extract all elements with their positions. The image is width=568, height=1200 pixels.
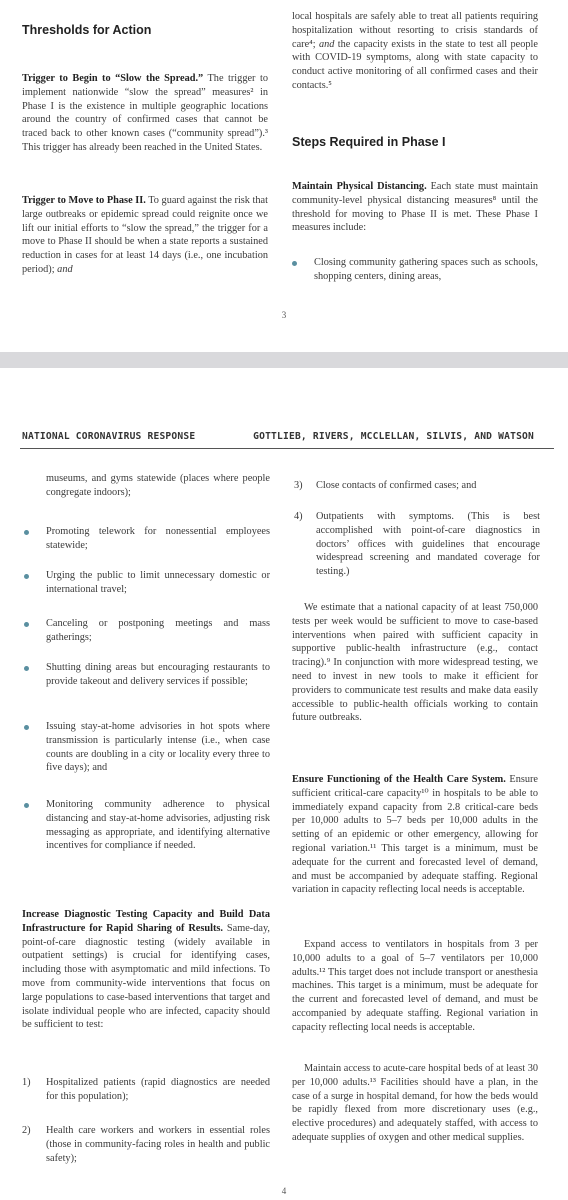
section-heading-phase-1: Steps Required in Phase I	[292, 135, 446, 149]
paragraph-health-care-system	[292, 773, 538, 897]
list-item: Promoting telework for nonessential employees statewide;	[46, 526, 270, 551]
document-page-3	[0, 0, 568, 352]
paragraph-text: local hospitals are safely able to treat all patients requiring hospitalization without resorting to crisis standards of care⁴;	[292, 11, 538, 50]
list-item: Monitoring community adherence to physical distancing and stay-at-home advisories, adjusting risk messaging as appropriate, and identifying alternative incentives for compliance if needed.	[46, 799, 270, 852]
run-in-heading: Ensure Functioning of the Health Care System.	[292, 774, 506, 785]
section-heading-thresholds: Thresholds for Action	[22, 23, 152, 37]
run-in-heading: Increase Diagnostic Testing Capacity and Build Data Infrastructure for Rapid Sharing of Results.	[22, 909, 270, 934]
list-number: 3)	[294, 480, 303, 491]
paragraph-slow-the-spread	[22, 72, 268, 155]
list-item: Canceling or postponing meetings and mass gatherings;	[46, 618, 270, 643]
paragraph-physical-distancing	[292, 180, 538, 235]
page-number: 4	[281, 1186, 287, 1196]
paragraph-text: Same-day, point-of-care diagnostic testing (widely available in outpatient settings) is crucial for identifying cases, including those with asymptomatic and mild infections. To move from community-wide interventions that focus on large populations to case-based interventions that target and isolate individual people who are infected, capacity should be sufficient to test:	[22, 922, 271, 1031]
bullet-marker	[24, 622, 29, 627]
emphasis-and: and	[57, 263, 73, 275]
bullet-marker	[292, 261, 297, 266]
paragraph-text: The trigger to implement nationwide “slow the spread” measures² in Phase I is the existence in multiple geographic locations around the country of confirmed cases that cannot be traced back to other known cases (“community spread”).³ This trigger has already been reached in the United States.	[22, 73, 268, 153]
run-in-heading: Maintain Physical Distancing.	[292, 181, 427, 192]
list-number: 4)	[294, 511, 303, 522]
list-item: Issuing stay-at-home advisories in hot spots where transmission is particularly intense (i.e., when case counts are doubling in a city or locality every three to five days); and	[46, 721, 270, 774]
list-item: Closing community gathering spaces such as schools, shopping centers, dining areas,	[314, 257, 538, 282]
paragraph-acute-care-beds: Maintain access to acute-care hospital beds of at least 30 per 10,000 adults.¹³ Facilities should have a plan, in the case of a surge in hospital demand, for how the beds would be rapidly flexed from more discretionary uses (e.g., elective procedures) and adequately staffed, with access to adequate supplies of oxygen and other medical supplies.	[292, 1063, 538, 1143]
running-head-authors: GOTTLIEB, RIVERS, MCCLELLAN, SILVIS, AND WATSON	[253, 431, 534, 442]
numbered-item: Health care workers and workers in essential roles (those in community-facing roles in health and public safety);	[46, 1125, 270, 1164]
run-in-heading: Trigger to Begin to “Slow the Spread.”	[22, 73, 204, 84]
paragraph-text: Each state must maintain community-level physical distancing measures⁸ until the threshold for moving to Phase II is met. These Phase I measures include:	[292, 181, 538, 234]
bullet-marker	[24, 725, 29, 730]
paragraph-diagnostic-testing	[22, 908, 270, 1032]
bullet-marker	[24, 803, 29, 808]
paragraph-ventilators: Expand access to ventilators in hospitals from 3 per 10,000 adults to a goal of 5–7 ventilators per 10,000 adults.¹² This target does not include transport or anesthesia machines. This target is a minimum, must be adequate for the current and forecasted level of demand, and must be accompanied by adequate staffing. Regional variation in capacity reflecting local needs is acceptable.	[292, 939, 538, 1033]
bullet-marker	[24, 666, 29, 671]
list-number: 2)	[22, 1125, 31, 1136]
bullet-marker	[24, 530, 29, 535]
numbered-item: Outpatients with symptoms. (This is best accomplished with point-of-care diagnostics in doctors’ offices with guidelines that encourage widespread screening and mandated coverage for testing.)	[316, 511, 540, 578]
paragraph-move-to-phase-2	[22, 194, 268, 277]
header-rule	[20, 448, 554, 449]
numbered-item: Close contacts of confirmed cases; and	[316, 480, 477, 491]
paragraph-continued	[292, 10, 538, 93]
bullet-marker	[24, 574, 29, 579]
paragraph-text: the capacity exists in the state to test all people with COVID-19 symptoms, along with state capacity to conduct active monitoring of all confirmed cases and their contacts.⁵	[292, 38, 538, 91]
emphasis-and: and	[318, 38, 335, 50]
list-item: Shutting dining areas but encouraging restaurants to provide takeout and delivery services if possible;	[46, 662, 270, 687]
paragraph-text: To guard against the risk that large outbreaks or epidemic spread could reignite once we lift our initial efforts to “slow the spread,” the trigger for a move to Phase II should be when a state reports a sustained reduction in cases for at least 14 days (i.e., one incubation period);	[22, 195, 268, 275]
paragraph-text: Ensure sufficient critical-care capacity¹⁰ in hospitals to be able to immediately expand capacity from 2.8 critical-care beds per 10,000 adults to 5–7 beds per 10,000 adults in the setting of an epidemic or other emergency, allowing for regional variation.¹¹ This target is a minimum, must be adequate for the current and forecasted level of demand, and must be accompanied by adequate staffing. Regional variation in capacity reflecting local needs is acceptable.	[292, 774, 539, 896]
running-head-title: NATIONAL CORONAVIRUS RESPONSE	[22, 431, 196, 442]
paragraph-national-capacity: We estimate that a national capacity of at least 750,000 tests per week would be sufficient to move to case-based interventions when paired with sufficient capacity in supportive public-health infrastructure (e.g., contact tracing).⁹ In conjunction with more widespread testing, we need to invest in new tools to make it efficient for providers to communicate test results and make data easily accessible to public-health officials working to contain future outbreaks.	[292, 602, 538, 724]
page-number: 3	[281, 310, 287, 320]
list-item: Urging the public to limit unnecessary domestic or international travel;	[46, 570, 270, 595]
list-number: 1)	[22, 1077, 31, 1088]
run-in-heading: Trigger to Move to Phase II.	[22, 195, 146, 206]
list-item-continued: museums, and gyms statewide (places where people congregate indoors);	[46, 473, 270, 498]
numbered-item: Hospitalized patients (rapid diagnostics are needed for this population);	[46, 1077, 270, 1102]
